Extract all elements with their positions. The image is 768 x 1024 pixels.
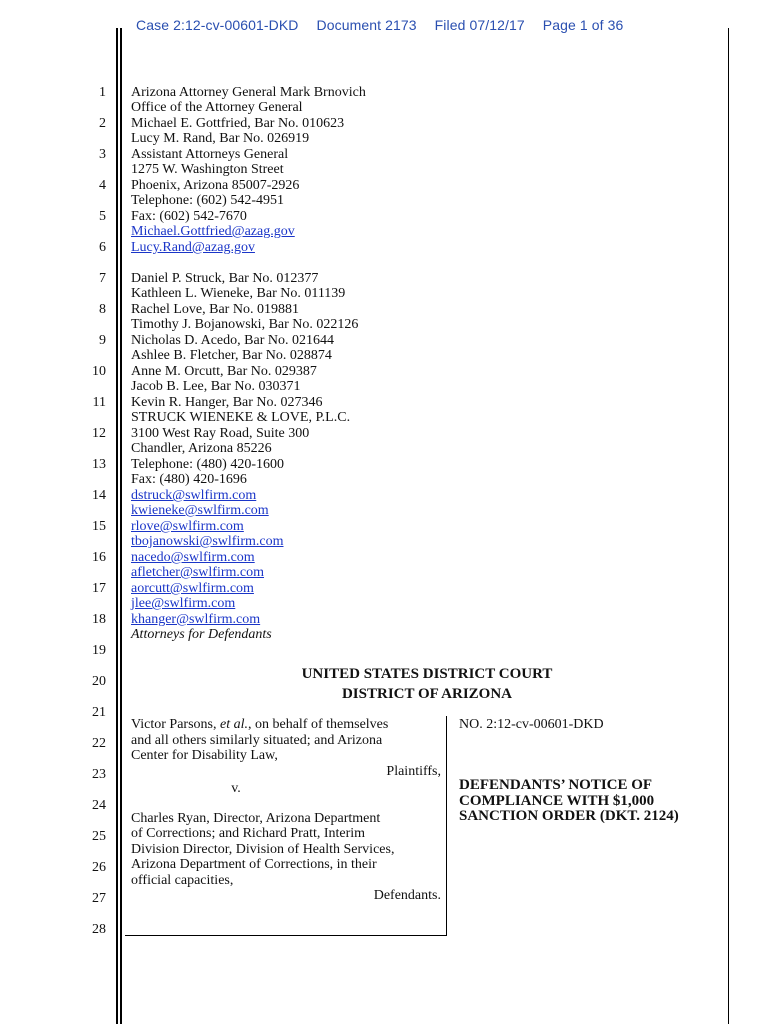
counsel-line: Kevin R. Hanger, Bar No. 027346 — [131, 395, 323, 410]
attorneys-for-label: Attorneys for Defendants — [131, 627, 272, 642]
case-caption — [131, 717, 441, 904]
line-number: 9 — [99, 333, 106, 348]
left-margin-rule — [116, 28, 118, 1024]
line-number: 19 — [92, 643, 106, 658]
document-title — [459, 778, 719, 825]
caption-plaintiff-name: Victor Parsons, — [131, 717, 220, 732]
caption-plaintiff-line: and all others similarly situated; and Arizona — [131, 732, 383, 748]
line-number: 11 — [92, 395, 106, 410]
counsel-line: Arizona Attorney General Mark Brnovich — [131, 85, 366, 100]
caption-divider-vertical — [446, 716, 447, 936]
line-number: 25 — [92, 829, 106, 844]
line-number: 7 — [99, 271, 106, 286]
email-link[interactable]: kwieneke@swlfirm.com — [131, 503, 269, 518]
caption-plaintiff-rest: , on behalf of themselves — [247, 717, 389, 732]
caption-et-al: et al. — [219, 717, 248, 732]
line-number: 8 — [99, 302, 106, 317]
email-link[interactable]: rlove@swlfirm.com — [131, 519, 244, 534]
counsel-line: Fax: (602) 542-7670 — [131, 209, 247, 224]
counsel-line: Nicholas D. Acedo, Bar No. 021644 — [131, 333, 334, 348]
line-number: 15 — [92, 519, 106, 534]
counsel-line: Rachel Love, Bar No. 019881 — [131, 302, 299, 317]
case-number: NO. 2:12-cv-00601-DKD — [459, 717, 604, 732]
line-number: 16 — [92, 550, 106, 565]
caption-defendant-line: official capacities, — [131, 872, 234, 888]
counsel-line: Jacob B. Lee, Bar No. 030371 — [131, 379, 301, 394]
document-title-line: SANCTION ORDER (DKT. 2124) — [459, 808, 679, 824]
counsel-line: Telephone: (480) 420-1600 — [131, 457, 284, 472]
left-margin-rule-inner — [120, 28, 122, 1024]
line-number: 26 — [92, 860, 106, 875]
caption-plaintiff-line: Center for Disability Law, — [131, 748, 278, 763]
line-number: 3 — [99, 147, 106, 162]
header-document-number: Document 2173 — [316, 17, 417, 33]
email-link[interactable]: jlee@swlfirm.com — [131, 596, 236, 611]
header-filed-date: Filed 07/12/17 — [434, 17, 525, 33]
line-number: 13 — [92, 457, 106, 472]
counsel-line: Ashlee B. Fletcher, Bar No. 028874 — [131, 348, 332, 363]
right-margin-rule — [728, 28, 729, 1024]
line-number: 2 — [99, 116, 106, 131]
line-number: 5 — [99, 209, 106, 224]
email-link[interactable]: Lucy.Rand@azag.gov — [131, 240, 255, 255]
line-number: 6 — [99, 240, 106, 255]
counsel-line: Michael E. Gottfried, Bar No. 010623 — [131, 116, 345, 131]
email-link[interactable]: aorcutt@swlfirm.com — [131, 581, 254, 596]
counsel-line: 3100 West Ray Road, Suite 300 — [131, 426, 310, 441]
caption-defendant-line: Charles Ryan, Director, Arizona Department — [131, 810, 381, 826]
line-number: 20 — [92, 674, 106, 689]
header-case-number: Case 2:12-cv-00601-DKD — [136, 17, 299, 33]
email-link[interactable]: tbojanowski@swlfirm.com — [131, 534, 284, 549]
line-number: 28 — [92, 922, 106, 937]
counsel-line: Phoenix, Arizona 85007-2926 — [131, 178, 300, 193]
email-link[interactable]: nacedo@swlfirm.com — [131, 550, 255, 565]
line-number: 4 — [99, 178, 106, 193]
counsel-line: Assistant Attorneys General — [131, 147, 289, 162]
line-number: 21 — [92, 705, 106, 720]
court-district: DISTRICT OF ARIZONA — [341, 686, 513, 702]
line-number: 14 — [92, 488, 106, 503]
counsel-line: 1275 W. Washington Street — [131, 162, 284, 177]
caption-plaintiff-line — [131, 717, 441, 733]
counsel-line: Fax: (480) 420-1696 — [131, 472, 247, 487]
counsel-line: Kathleen L. Wieneke, Bar No. 011139 — [131, 286, 346, 301]
counsel-line: Anne M. Orcutt, Bar No. 029387 — [131, 364, 317, 379]
email-link[interactable]: afletcher@swlfirm.com — [131, 565, 265, 580]
line-number: 17 — [92, 581, 106, 596]
document-title-line: DEFENDANTS’ NOTICE OF — [459, 777, 653, 793]
counsel-line: Timothy J. Bojanowski, Bar No. 022126 — [131, 317, 359, 332]
email-link[interactable]: dstruck@swlfirm.com — [131, 488, 257, 503]
caption-defendant-line: Division Director, Division of Health Services, — [131, 841, 395, 857]
caption-defendants-label: Defendants. — [373, 888, 441, 903]
court-name: UNITED STATES DISTRICT COURT — [301, 666, 553, 682]
line-number: 1 — [99, 85, 106, 100]
line-number: 12 — [92, 426, 106, 441]
caption-defendant-line: of Corrections; and Richard Pratt, Interim — [131, 826, 366, 841]
line-number: 27 — [92, 891, 106, 906]
line-number: 10 — [92, 364, 106, 379]
document-title-line: COMPLIANCE WITH $1,000 — [459, 792, 655, 809]
caption-plaintiffs-label: Plaintiffs, — [386, 763, 441, 779]
line-number: 18 — [92, 612, 106, 627]
header-page-count: Page 1 of 36 — [542, 17, 624, 33]
counsel-line: Lucy M. Rand, Bar No. 026919 — [131, 131, 310, 146]
counsel-line: Telephone: (602) 542-4951 — [131, 193, 284, 208]
ecf-header — [136, 17, 637, 33]
caption-defendant-line: Arizona Department of Corrections, in their — [131, 857, 377, 872]
line-number: 24 — [92, 798, 106, 813]
line-number: 22 — [92, 736, 106, 751]
counsel-line: Daniel P. Struck, Bar No. 012377 — [131, 271, 319, 286]
counsel-line: STRUCK WIENEKE & LOVE, P.L.C. — [131, 410, 351, 425]
caption-versus: v. — [231, 781, 241, 796]
counsel-line: Office of the Attorney General — [131, 100, 303, 115]
email-link[interactable]: khanger@swlfirm.com — [131, 612, 261, 627]
caption-divider-horizontal — [125, 935, 447, 936]
line-number: 23 — [92, 767, 106, 782]
email-link[interactable]: Michael.Gottfried@azag.gov — [131, 224, 295, 239]
counsel-line: Chandler, Arizona 85226 — [131, 441, 272, 456]
